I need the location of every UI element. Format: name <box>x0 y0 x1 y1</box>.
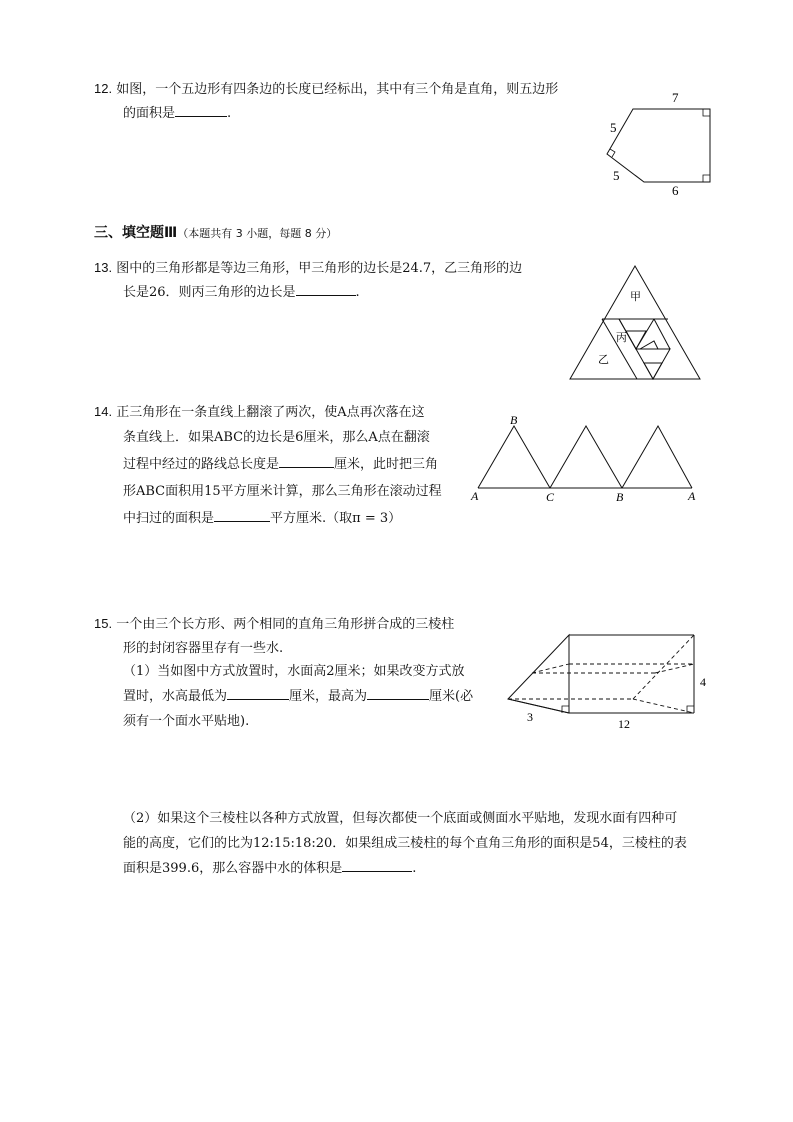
q14-text-line4: 形ABC面积用15平方厘米计算，那么三角形在滚动过程 <box>123 484 442 499</box>
q15-part2-line1: （2）如果这个三棱柱以各种方式放置，但每次都使一个底面或侧面水平贴地，发现水面有四种可 <box>123 811 678 826</box>
q14-label-C: C <box>546 490 555 504</box>
q12-line2 <box>123 101 231 126</box>
q15-label-width: 3 <box>527 710 533 724</box>
q15-label-height: 4 <box>700 675 706 689</box>
q15-text-line1: 一个由三个长方形、两个相同的直角三角形拼合成的三棱柱 <box>116 617 455 632</box>
q13-label-yi: 乙 <box>598 354 609 366</box>
q15-line4 <box>123 684 473 709</box>
q12-line1 <box>94 76 558 102</box>
q13-label-bing: 丙 <box>616 332 627 344</box>
q13-period: . <box>355 285 360 300</box>
q12-text-line1: 如图，一个五边形有四条边的长度已经标出，其中有三个角是直角，则五边形 <box>116 82 559 97</box>
q14-label-B-bottom: B <box>616 490 624 504</box>
q15-text-line4b: 厘米，最高为 <box>289 689 368 704</box>
q14-text-line3b: 厘米，此时把三角 <box>334 457 439 472</box>
q14-answer-blank-2[interactable] <box>214 507 270 522</box>
q15-answer-blank-2[interactable] <box>367 685 429 700</box>
q12-pentagon-figure <box>598 86 718 198</box>
q13-answer-blank[interactable] <box>296 281 356 296</box>
q12-period: . <box>227 106 232 121</box>
q12-label-bottom: 6 <box>672 183 679 198</box>
q15-label-length: 12 <box>618 717 630 731</box>
q15-prism-figure <box>500 624 722 734</box>
q15-part2-line3 <box>123 856 416 881</box>
q15-text-line4c: 厘米(必 <box>429 689 474 704</box>
q15-text-line3: （1）当如图中方式放置时，水面高2厘米；如果改变方式放 <box>123 664 465 679</box>
q12-text-line2: 的面积是 <box>123 106 176 121</box>
q15-text-line4a: 置时，水高最低为 <box>123 689 228 704</box>
q12-label-left-upper: 5 <box>610 120 617 135</box>
q15-answer-blank-1[interactable] <box>227 685 289 700</box>
q15-part2-text-line3: 面积是399.6，那么容器中水的体积是 <box>123 861 343 876</box>
q14-text-line1: 正三角形在一条直线上翻滚了两次，使A点再次落在这 <box>116 405 425 420</box>
q15-part2-line2: 能的高度，它们的比为12:15:18:20．如果组成三棱柱的每个直角三角形的面积是54，三棱柱的表 <box>123 836 687 851</box>
q13-number: 13. <box>94 260 113 275</box>
q14-line1 <box>94 399 425 425</box>
q14-answer-blank-1[interactable] <box>279 453 334 468</box>
section3-header <box>94 222 337 242</box>
q12-answer-blank[interactable] <box>175 102 227 117</box>
q13-triangle-figure <box>568 263 704 383</box>
q14-text-line5a: 中扫过的面积是 <box>123 511 215 526</box>
q15-line1 <box>94 611 454 637</box>
q14-rolling-triangle-figure <box>470 410 700 506</box>
q14-number: 14. <box>94 404 113 419</box>
q14-label-A-left: A <box>471 489 479 503</box>
section3-title: 三、填空题Ⅲ <box>94 225 178 241</box>
q14-line3 <box>123 452 438 477</box>
q13-text-line2: 长是26．则丙三角形的边长是 <box>123 285 296 300</box>
q15-text-line5: 须有一个面水平贴地). <box>123 714 250 729</box>
q13-label-jia: 甲 <box>630 291 641 303</box>
q12-label-top: 7 <box>672 90 679 105</box>
q13-line1 <box>94 255 522 281</box>
q13-line2 <box>123 280 360 305</box>
q15-number: 15. <box>94 616 113 631</box>
q14-text-line2: 条直线上．如果ABC的边长是6厘米，那么A点在翻滚 <box>123 430 430 445</box>
q14-text-line3a: 过程中经过的路线总长度是 <box>123 457 280 472</box>
q12-number: 12. <box>94 81 113 96</box>
q12-label-left-lower: 5 <box>613 168 620 183</box>
q14-line5 <box>123 506 401 531</box>
q14-label-A-right: A <box>688 489 696 503</box>
q15-answer-blank-3[interactable] <box>342 857 412 872</box>
q14-text-line5b: 平方厘米.（取π = 3） <box>270 511 402 526</box>
q15-part2-period: . <box>412 861 417 876</box>
q14-label-B-top: B <box>510 413 518 427</box>
q15-text-line2: 形的封闭容器里存有一些水. <box>123 641 284 656</box>
q13-text-line1: 图中的三角形都是等边三角形，甲三角形的边长是24.7，乙三角形的边 <box>116 261 523 276</box>
section3-note: （本题共有 3 小题，每题 8 分） <box>177 227 338 240</box>
